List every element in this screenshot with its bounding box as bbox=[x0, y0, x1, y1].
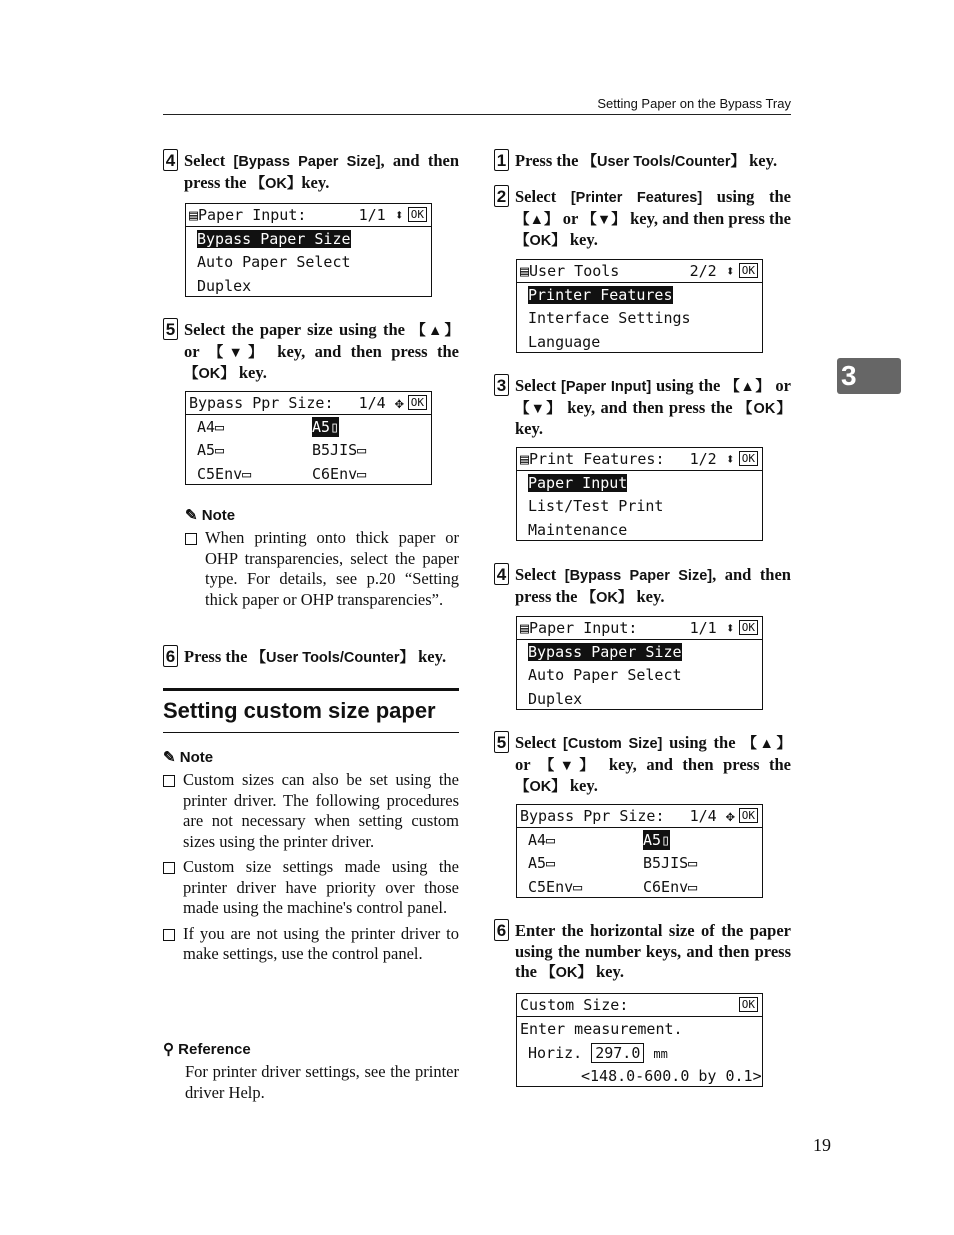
ok-icon: OK bbox=[739, 808, 758, 823]
left-step-5 bbox=[163, 320, 459, 385]
step-text: Select [Bypass Paper Size], and then press the 【OK】key. bbox=[184, 151, 459, 192]
lcd-custom-size bbox=[516, 993, 763, 1087]
ok-icon: OK bbox=[739, 620, 758, 635]
pencil-icon: ✎ bbox=[185, 507, 198, 524]
list-item: Custom size settings made using the printer driver have priority over those made using the machine's control panel. bbox=[163, 857, 459, 919]
right-step-1 bbox=[494, 151, 791, 173]
right-step-5 bbox=[494, 733, 791, 798]
step-number: 3 bbox=[494, 374, 509, 396]
size-option: B5JIS▭ bbox=[643, 854, 698, 872]
ok-icon: OK bbox=[408, 395, 427, 410]
size-option: C5Env▭ bbox=[528, 878, 583, 896]
step-number: 6 bbox=[494, 919, 509, 941]
size-option: A4▭ bbox=[197, 418, 225, 436]
lcd-title: Bypass Ppr Size: 1/4 ✥ OK bbox=[517, 805, 762, 828]
checkbox-bullet-icon bbox=[163, 775, 175, 787]
checkbox-bullet-icon bbox=[163, 862, 175, 874]
lcd-bypass-size bbox=[516, 804, 763, 898]
right-step-2 bbox=[494, 187, 791, 252]
size-option: A5▭ bbox=[528, 854, 556, 872]
lcd-selected-line: Bypass Paper Size bbox=[528, 643, 682, 661]
right-step-3 bbox=[494, 376, 791, 440]
section-title: Setting custom size paper bbox=[163, 698, 436, 723]
step-number: 1 bbox=[494, 149, 509, 171]
ok-icon: OK bbox=[739, 997, 758, 1012]
right-step-4 bbox=[494, 565, 791, 608]
size-option: C6Env▭ bbox=[643, 878, 698, 896]
note-block-2: ✎ Note Custom sizes can also be set using the printer driver. The following procedures are not necessary when setting custom sizes using the printer driver. Custom size settings made using the printer driver have priority over those made using the machine's control panel. If you are not using the printer driver to make settings, use the control panel. bbox=[163, 749, 459, 963]
list-item: Custom sizes can also be set using the printer driver. The following procedures are not necessary when setting custom sizes using the printer driver. bbox=[163, 770, 459, 852]
ok-icon: OK bbox=[739, 263, 758, 278]
left-step-4 bbox=[163, 151, 459, 194]
note-block: ✎ Note When printing onto thick paper or OHP transparencies, select the paper type. For details, see p.20 “Setting thick paper or OHP transparencies”. bbox=[185, 507, 459, 609]
step-text: Select [Bypass Paper Size], and then press the 【OK】 key. bbox=[515, 565, 791, 606]
lcd-line: Horiz. 297.0 mm bbox=[528, 1044, 668, 1062]
page-header bbox=[163, 96, 791, 115]
key-label: 【OK】 bbox=[250, 175, 302, 192]
lcd-line: Duplex bbox=[528, 690, 583, 708]
step-text: Select the paper size using the 【▲】 or 【▼】 key, and then press the 【OK】 key. bbox=[184, 320, 459, 382]
step-number: 6 bbox=[163, 645, 178, 667]
section-underline bbox=[163, 732, 459, 733]
lcd-line: Auto Paper Select bbox=[528, 666, 682, 684]
step-text: Select [Custom Size] using the 【▲】 or 【▼】 key, and then press the 【OK】 key. bbox=[515, 733, 792, 795]
horiz-value-field: 297.0 bbox=[591, 1043, 644, 1063]
lcd-title: ▤Paper Input: 1/1 ⬍ OK bbox=[517, 617, 762, 640]
reference-text: For printer driver settings, see the printer driver Help. bbox=[185, 1062, 459, 1102]
size-option: A5▭ bbox=[197, 441, 225, 459]
checkbox-bullet-icon bbox=[163, 929, 175, 941]
magnifier-icon: ⚲ bbox=[163, 1041, 174, 1058]
ok-icon: OK bbox=[408, 207, 427, 222]
reference-block: ⚲ Reference For printer driver settings, see the printer driver Help. bbox=[163, 1041, 459, 1102]
lcd-paper-input bbox=[516, 616, 763, 710]
size-option: A4▭ bbox=[528, 831, 556, 849]
lcd-line: Duplex bbox=[197, 277, 252, 295]
size-option: C5Env▭ bbox=[197, 465, 252, 483]
step-text: Select [Paper Input] using the 【▲】 or 【▼】 key, and then press the 【OK】 key. bbox=[515, 376, 792, 438]
ok-icon: OK bbox=[739, 451, 758, 466]
lcd-line: Enter measurement. bbox=[520, 1020, 683, 1038]
step-number: 5 bbox=[163, 318, 178, 340]
lcd-title: Bypass Ppr Size: 1/4 ✥ OK bbox=[186, 392, 431, 415]
list-item: If you are not using the printer driver to make settings, use the control panel. bbox=[163, 924, 459, 965]
size-option-selected: A5▯ bbox=[643, 831, 671, 849]
lcd-user-tools bbox=[516, 259, 763, 353]
lcd-line: Maintenance bbox=[528, 521, 628, 539]
step-number: 4 bbox=[163, 149, 178, 171]
size-option: C6Env▭ bbox=[312, 465, 367, 483]
lcd-line: Auto Paper Select bbox=[197, 253, 351, 271]
pencil-icon: ✎ bbox=[163, 749, 176, 766]
step-number: 4 bbox=[494, 563, 509, 585]
lcd-paper-input bbox=[185, 203, 432, 297]
chapter-tab: 3 bbox=[837, 358, 901, 394]
lcd-title: ▤Paper Input: 1/1 ⬍ OK bbox=[186, 204, 431, 227]
section-rule bbox=[163, 688, 459, 691]
step-text: Press the 【User Tools/Counter】 key. bbox=[515, 151, 778, 170]
lcd-title: Custom Size: OK bbox=[517, 994, 762, 1017]
lcd-selected-line: Bypass Paper Size bbox=[197, 230, 351, 248]
lcd-bypass-size bbox=[185, 391, 432, 485]
lcd-title: ▤Print Features: 1/2 ⬍ OK bbox=[517, 448, 762, 471]
size-option: B5JIS▭ bbox=[312, 441, 367, 459]
size-option-selected: A5▯ bbox=[312, 418, 340, 436]
step-text: Select [Printer Features] using the 【▲】 or 【▼】 key, and then press the 【OK】 key. bbox=[515, 187, 791, 249]
lcd-title: ▤User Tools 2/2 ⬍ OK bbox=[517, 260, 762, 283]
step-text: Enter the horizontal size of the paper using the number keys, and then press the 【OK】 key. bbox=[515, 921, 791, 981]
step-number: 2 bbox=[494, 185, 509, 207]
range-hint: <148.0-600.0 by 0.1> bbox=[581, 1067, 762, 1085]
page-number: 19 bbox=[813, 1135, 831, 1155]
step-number: 5 bbox=[494, 731, 509, 753]
left-step-6 bbox=[163, 647, 459, 669]
lcd-line: Language bbox=[528, 333, 601, 351]
list-item: When printing onto thick paper or OHP transparencies, select the paper type. For details, see p.20 “Setting thick paper or OHP transparencies”. bbox=[185, 528, 459, 610]
lcd-line: Interface Settings bbox=[528, 309, 691, 327]
lcd-selected-line: Printer Features bbox=[528, 286, 673, 304]
right-step-6 bbox=[494, 921, 791, 984]
lcd-print-features bbox=[516, 447, 763, 541]
checkbox-bullet-icon bbox=[185, 533, 197, 545]
lcd-line: List/Test Print bbox=[528, 497, 664, 515]
step-text: Press the 【User Tools/Counter】 key. bbox=[184, 647, 447, 666]
lcd-selected-line: Paper Input bbox=[528, 474, 628, 492]
menu-item: [Bypass Paper Size] bbox=[233, 154, 381, 170]
header-title: Setting Paper on the Bypass Tray bbox=[597, 96, 791, 111]
